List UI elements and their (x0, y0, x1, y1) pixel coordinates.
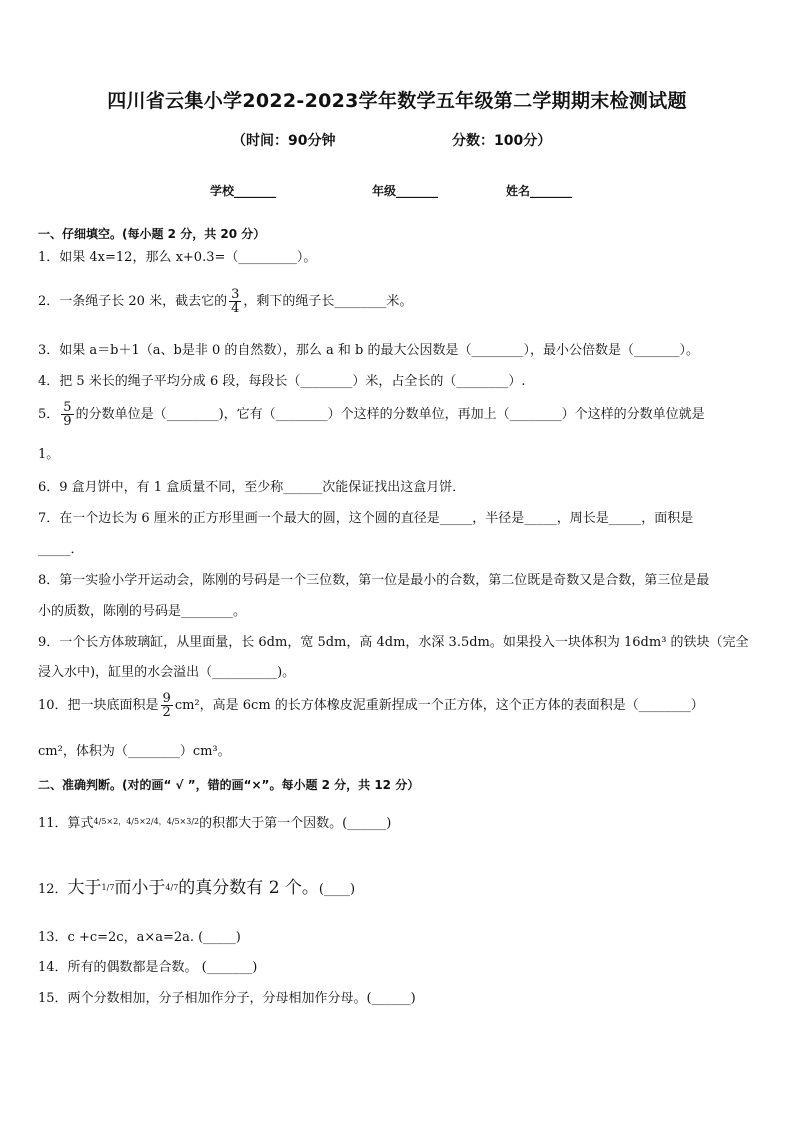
fraction-numerator: 3 (231, 287, 240, 302)
question-12-text-d: 的真分数有 2 个。 (178, 878, 319, 898)
question-12-fraction-1: 1/7 (101, 883, 115, 892)
grade-field: 年级_______ (372, 184, 439, 198)
question-10-continued: cm²，体积为（________）cm³。 (38, 744, 231, 759)
question-9: 9．一个长方体玻璃缸，从里面量，长 6dm，宽 5dm，高 4dm，水深 3.5dm。如果投入一块体积为 16dm³ 的铁块（完全 (38, 635, 749, 650)
question-5 (38, 401, 705, 428)
question-2-text-a: 2．一条绳子长 20 米，截去它的 (38, 294, 228, 309)
section-heading-fill-in: 一、仔细填空。(每小题 2 分，共 20 分） (38, 227, 266, 241)
question-11-text-b: 的积都大于第一个因数。(______) (199, 816, 392, 831)
question-4: 4．把 5 米长的绳子平均分成 6 段，每段长（________）米，占全长的（________）. (38, 374, 526, 389)
question-12-answer-blank: (____) (318, 882, 356, 897)
question-10 (38, 692, 704, 719)
question-9-continued: 浸入水中)，缸里的水会溢出（__________)。 (38, 665, 296, 680)
question-2-text-b: ，剩下的绳子长________米。 (243, 294, 413, 309)
question-11 (38, 816, 391, 832)
question-11-expression-3: 4/5×3/2 (166, 817, 200, 826)
question-12 (38, 878, 355, 898)
question-12-fraction-2: 4/7 (165, 883, 179, 892)
fraction-numerator: 5 (63, 400, 72, 415)
school-field: 学校_______ (210, 184, 277, 198)
fraction-five-ninths (61, 401, 73, 428)
fraction-three-quarters (229, 288, 241, 315)
fraction-denominator: 9 (63, 414, 72, 429)
score-label: 分数：100分） (452, 133, 552, 149)
fraction-numerator: 9 (162, 691, 171, 706)
question-8: 8．第一实验小学开运动会，陈刚的号码是一个三位数，第一位是最小的合数，第二位既是奇数又是合数，第三位是最 (38, 573, 710, 588)
question-5-text-a: 5． (38, 407, 60, 422)
fraction-denominator: 4 (231, 301, 240, 316)
question-12-text-c: 而小于 (114, 878, 166, 898)
question-11-expression-1: 4/5×2， (93, 817, 127, 826)
question-6: 6．9 盒月饼中，有 1 盒质量不同，至少称______次能保证找出这盒月饼． (38, 480, 466, 495)
question-11-expression-2: 4/5×2/4， (126, 817, 167, 826)
section-heading-true-false: 二、准确判断。(对的画“ √ ”，错的画“×”。每小题 2 分，共 12 分） (38, 778, 420, 792)
fraction-denominator: 2 (162, 705, 171, 720)
question-2 (38, 288, 412, 315)
exam-title: 四川省云集小学2022-2023学年数学五年级第二学期期末检测试题 (107, 90, 687, 112)
question-7: 7．在一个边长为 6 厘米的正方形里画一个最大的圆，这个圆的直径是_____，半径是_____，周长是_____，面积是 (38, 511, 694, 526)
fraction-nine-halves (161, 692, 173, 719)
question-15: 15．两个分数相加，分子相加作分子，分母相加作分母。(______) (38, 991, 416, 1006)
question-10-text-a: 10．把一块底面积是 (38, 698, 159, 713)
question-12-number: 12． (38, 882, 68, 897)
question-13: 13．c +c=2c，a×a=2a. (_____) (38, 930, 241, 945)
name-field: 姓名_______ (506, 184, 573, 198)
question-5-text-b: 的分数单位是（________)，它有（________）个这样的分数单位，再加上（________）个这样的分数单位就是 (75, 407, 705, 422)
question-1: 1．如果 4x=12，那么 x+0.3=（_________）。 (38, 250, 317, 265)
question-5-continued: 1。 (38, 447, 60, 462)
question-8-continued: 小的质数，陈刚的号码是________。 (38, 604, 247, 619)
question-7-continued: _____． (38, 542, 84, 557)
question-14: 14．所有的偶数都是合数。 (_______) (38, 960, 258, 975)
question-12-text-b: 大于 (67, 878, 102, 898)
time-label: （时间：90分钟 (232, 133, 336, 149)
question-10-unit: cm² (174, 698, 200, 713)
question-3: 3．如果 a＝b＋1（a、b是非 0 的自然数），那么 a 和 b 的最大公因数是（________），最小公倍数是（_______）。 (38, 343, 699, 358)
question-10-text-b: ，高是 6cm 的长方体橡皮泥重新捏成一个正方体，这个正方体的表面积是（________） (199, 698, 704, 713)
question-11-text-a: 11．算式 (38, 816, 94, 831)
